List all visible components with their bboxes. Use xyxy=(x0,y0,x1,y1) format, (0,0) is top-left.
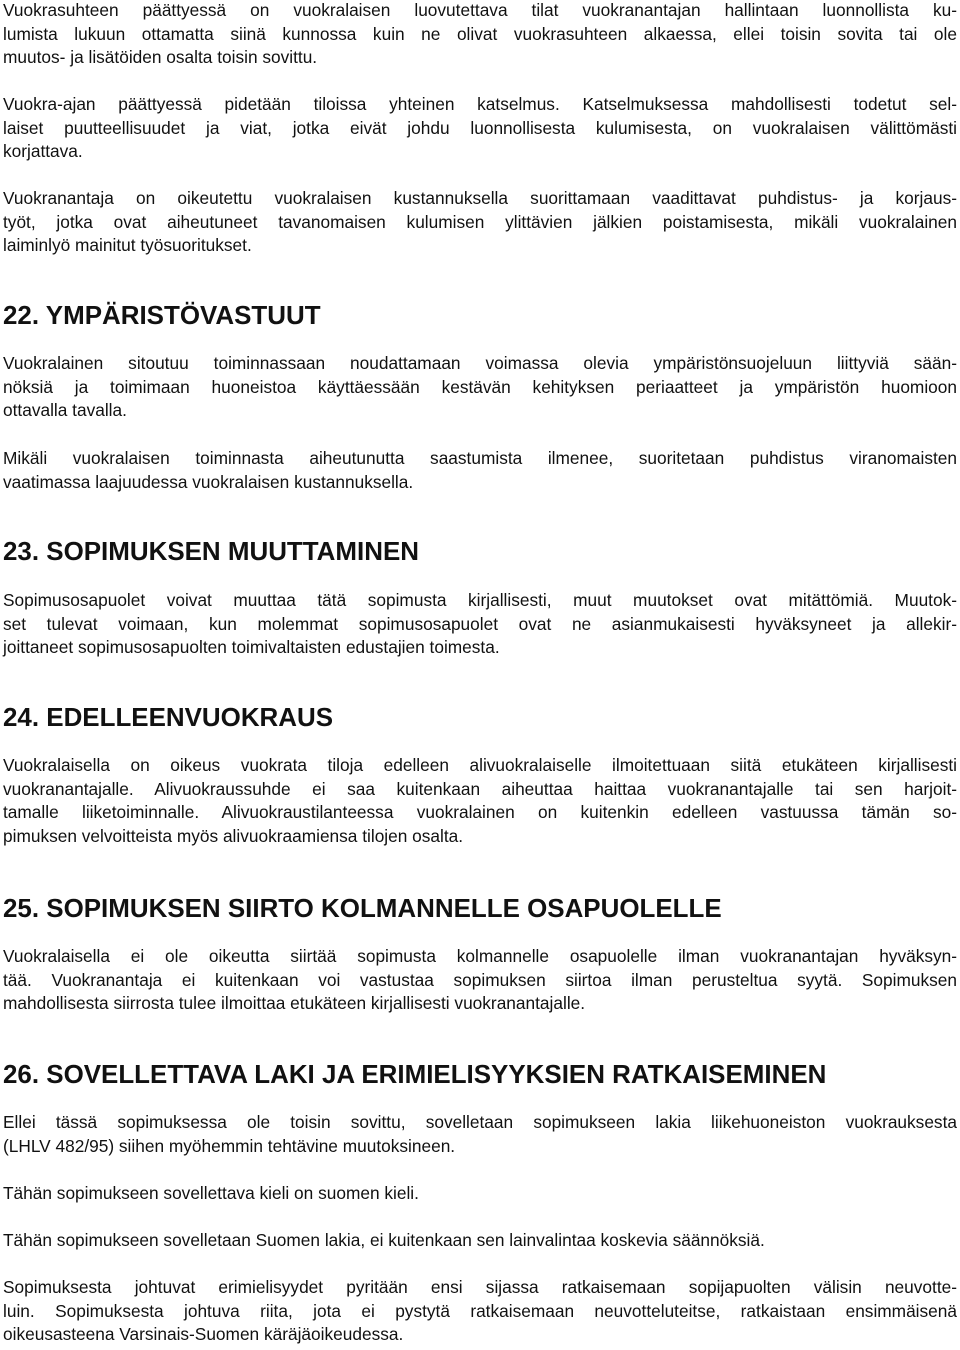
paragraph-final-inspection xyxy=(3,93,957,164)
section-heading-25: 25. SOPIMUKSEN SIIRTO KOLMANNELLE OSAPUOLELLE xyxy=(3,895,722,923)
text-line: korjattava. xyxy=(3,141,83,162)
section-heading-23: 23. SOPIMUKSEN MUUTTAMINEN xyxy=(3,538,419,566)
text-line: työt, jotka ovat aiheutuneet tavanomaisen kulumisen ylittävien jälkien poistamisesta, mikäli vuokralainen xyxy=(3,211,957,232)
text-line: Vuokrasuhteen päättyessä on vuokralaisen luovutettava tilat vuokranantajan hallintaan luonnollista ku- xyxy=(3,0,957,20)
text-line: ottavalla tavalla. xyxy=(3,400,127,421)
text-line: Vuokranantaja on oikeutettu vuokralaisen kustannuksella suorittamaan vaadittavat puhdistus- ja korjaus- xyxy=(3,188,957,208)
text-line: Mikäli vuokralaisen toiminnasta aiheutunutta saastumista ilmenee, suoritetaan puhdistus viranomaisten xyxy=(3,448,957,468)
paragraph-dispute-resolution xyxy=(3,1276,957,1347)
text-line: Tähän sopimukseen sovellettava kieli on suomen kieli. xyxy=(3,1183,419,1203)
text-line: muutos- ja lisätöiden osalta toisin sovittu. xyxy=(3,47,318,68)
text-line: Sopimuksesta johtuvat erimielisyydet pyritään ensi sijassa ratkaisemaan sopijapuolten välisin neuvotte- xyxy=(3,1277,957,1297)
paragraph-cleaning-repairs xyxy=(3,187,957,258)
text-line: tamalle liiketoiminnalle. Alivuokraustilanteessa vuokralainen on kuitenkin edelleen vastuussa tämän so- xyxy=(3,802,957,823)
paragraph-finnish-law xyxy=(3,1229,957,1253)
text-line: luin. Sopimuksesta johtuva riita, jota ei pystytä ratkaisemaan neuvotteluteitse, ratkaistaan ensimmäisenä xyxy=(3,1300,957,1321)
text-line: pimuksen velvoitteista myös alivuokraamiensa tilojen osalta. xyxy=(3,825,464,846)
text-line: tää. Vuokranantaja ei kuitenkaan voi vastustaa sopimuksen siirtoa ilman perusteltua syytä. Sopimuksen xyxy=(3,969,957,990)
text-line: Tähän sopimukseen sovelletaan Suomen lakia, ei kuitenkaan sen lainvalintaa koskevia säännöksiä. xyxy=(3,1230,765,1250)
section-heading-24: 24. EDELLEENVUOKRAUS xyxy=(3,704,334,732)
paragraph-contract-transfer xyxy=(3,945,957,1016)
text-line: Vuokralaisella on oikeus vuokrata tiloja edelleen alivuokralaiselle ilmoitettuaan siitä etukäteen kirjallisesti xyxy=(3,755,957,775)
text-line: Sopimusosapuolet voivat muuttaa tätä sopimusta kirjallisesti, muut muutokset ovat mitättömiä. Muutok- xyxy=(3,590,957,610)
text-line: Vuokralainen sitoutuu toiminnassaan noudattamaan voimassa olevia ympäristönsuojeluun liittyviä sään- xyxy=(3,353,957,373)
text-line: Ellei tässä sopimuksessa ole toisin sovittu, sovelletaan sopimukseen lakia liikehuoneiston vuokrauksesta xyxy=(3,1112,957,1132)
paragraph-contract-amendments xyxy=(3,589,957,660)
text-line: (LHLV 482/95) siihen myöhemmin tehtävine muutoksineen. xyxy=(3,1135,456,1156)
paragraph-applicable-law xyxy=(3,1111,957,1158)
text-line: laiminlyö mainitut työsuoritukset. xyxy=(3,235,252,256)
paragraph-environmental-commitment xyxy=(3,352,957,423)
text-line: vaatimassa laajuudessa vuokralaisen kustannuksella. xyxy=(3,471,414,492)
section-heading-26: 26. SOVELLETTAVA LAKI JA ERIMIELISYYKSIEN RATKAISEMINEN xyxy=(3,1061,827,1089)
text-line: Vuokra-ajan päättyessä pidetään tiloissa yhteinen katselmus. Katselmuksessa mahdollisesti todetut sel- xyxy=(3,94,957,114)
paragraph-contamination xyxy=(3,447,957,494)
text-line: set tulevat voimaan, kun molemmat sopimusosapuolet ovat ne asianmukaisesti hyväksyneet ja allekir- xyxy=(3,613,957,634)
paragraph-contract-language xyxy=(3,1182,957,1206)
text-line: mahdollisesta siirrosta tulee ilmoittaa etukäteen kirjallisesti vuokranantajalle. xyxy=(3,993,586,1014)
section-heading-22: 22. YMPÄRISTÖVASTUUT xyxy=(3,302,321,330)
paragraph-lease-end-handover xyxy=(3,0,957,70)
text-line: nöksiä ja toimimaan huoneistoa käyttäessään kestävän kehityksen periaatteet ja ympäristön huomioon xyxy=(3,376,957,397)
paragraph-subletting xyxy=(3,754,957,848)
text-line: joittaneet sopimusosapuolten toimivaltaisten edustajien toimesta. xyxy=(3,637,500,658)
text-line: laiset puutteellisuudet ja viat, jotka eivät johdu luonnollisesta kulumisesta, on vuokralaisen välittömästi xyxy=(3,117,957,138)
text-line: oikeusasteena Varsinais-Suomen käräjäoikeudessa. xyxy=(3,1324,404,1345)
text-line: Vuokralaisella ei ole oikeutta siirtää sopimusta kolmannelle osapuolelle ilman vuokranantajan hyväksyn- xyxy=(3,946,957,966)
text-line: lumista lukuun ottamatta siinä kunnossa kuin ne olivat vuokrasuhteen alkaessa, ellei toisin sovita tai ole xyxy=(3,23,957,44)
text-line: vuokranantajalle. Alivuokraussuhde ei saa kuitenkaan aiheuttaa haittaa vuokranantajalle tai sen harjoit- xyxy=(3,778,957,799)
